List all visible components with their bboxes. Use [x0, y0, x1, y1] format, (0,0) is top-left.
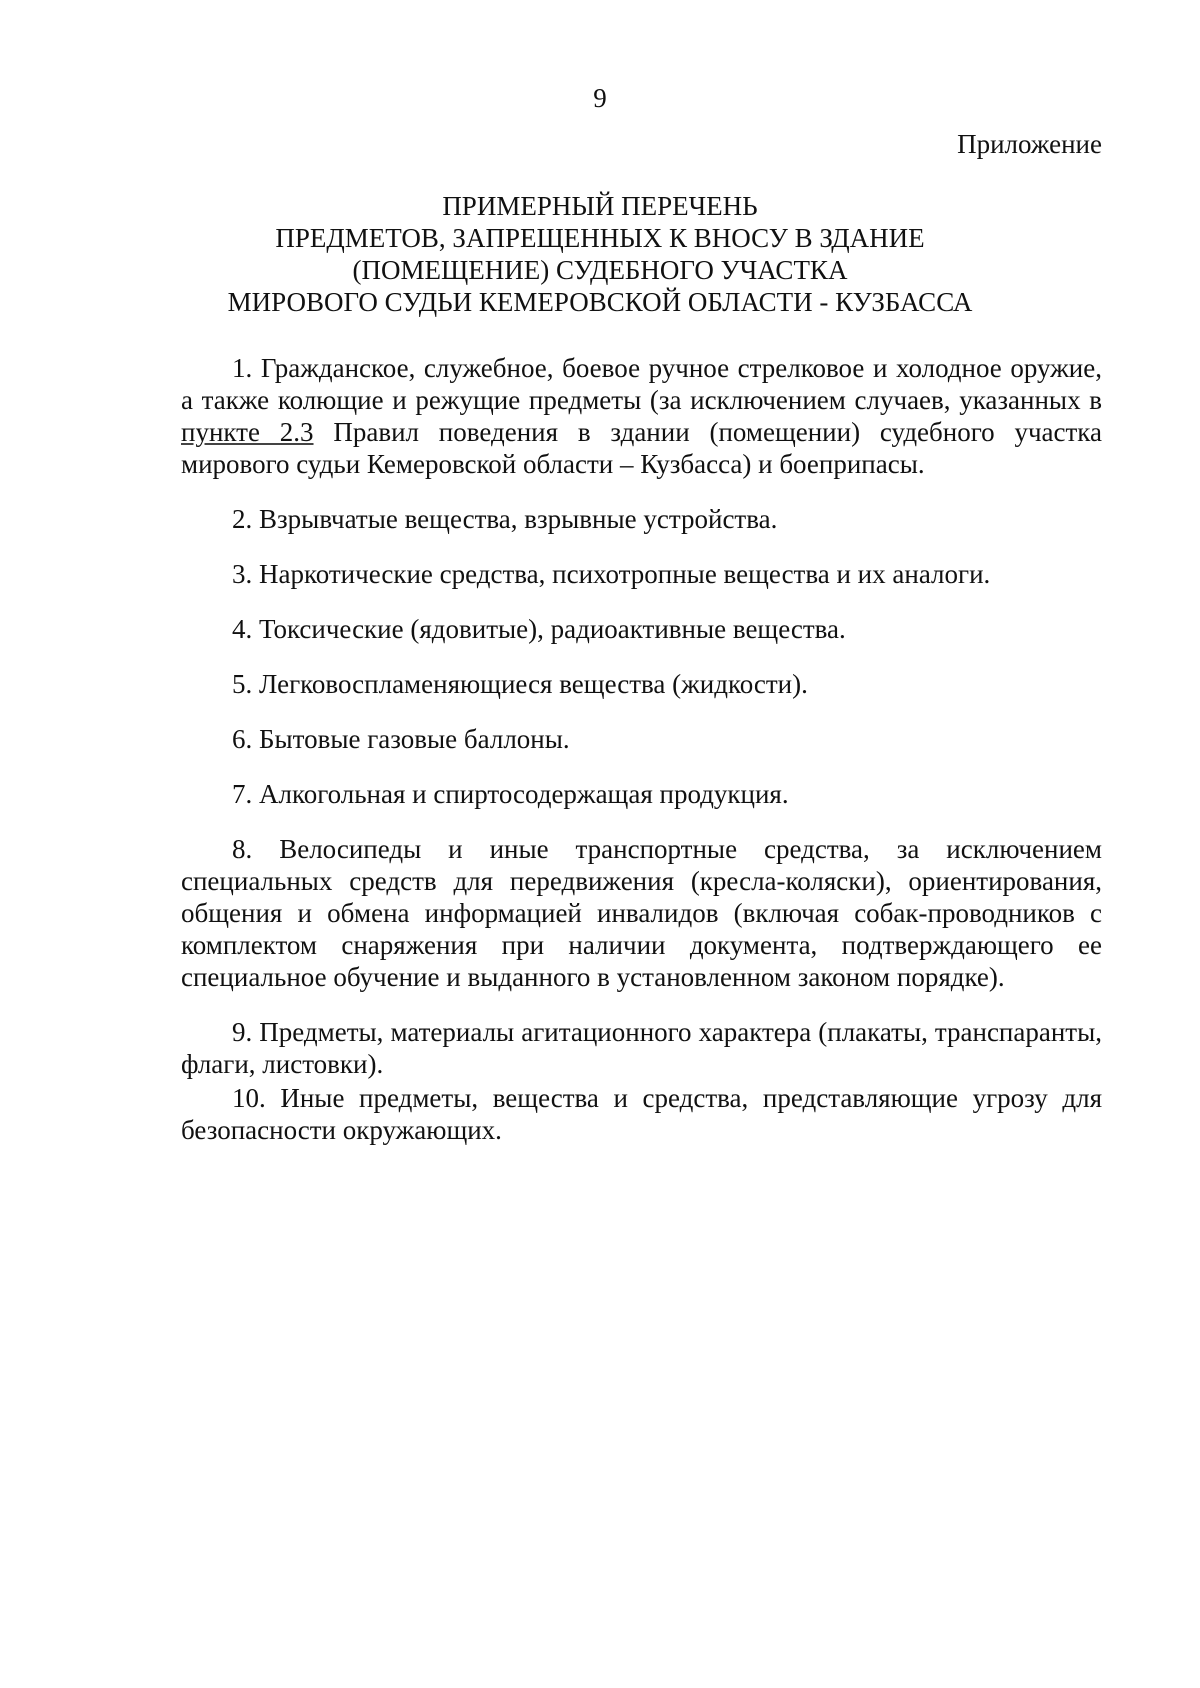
list-item-9: 9. Предметы, материалы агитационного характера (плакаты, транспаранты, флаги, листовки).	[181, 1017, 1102, 1079]
list-item-1	[181, 352, 1102, 480]
title-line: ПРЕДМЕТОВ, ЗАПРЕЩЕННЫХ К ВНОСУ В ЗДАНИЕ	[275, 223, 925, 253]
item-link-clause[interactable]: пункте 2.3	[181, 417, 314, 447]
list-item-4: 4. Токсические (ядовитые), радиоактивные вещества.	[232, 614, 846, 644]
item-text: 1. Гражданское, служебное, боевое ручное стрелковое и холодное оружие, а также колющие и режущие предметы (за исключением случаев, указанных в	[181, 353, 1102, 415]
item-text: Правил поведения в здании (помещении) судебного участка мирового судьи Кемеровской области – Кузбасса) и боеприпасы.	[181, 417, 1102, 479]
list-item-10: 10. Иные предметы, вещества и средства, представляющие угрозу для безопасности окружающих.	[181, 1083, 1102, 1145]
list-item-3: 3. Наркотические средства, психотропные вещества и их аналоги.	[232, 559, 991, 589]
title-line: ПРИМЕРНЫЙ ПЕРЕЧЕНЬ	[442, 191, 758, 221]
document-title	[0, 190, 1200, 318]
page-number: 9	[593, 83, 607, 113]
list-item-2: 2. Взрывчатые вещества, взрывные устройства.	[232, 504, 778, 534]
list-item-6: 6. Бытовые газовые баллоны.	[232, 724, 570, 754]
document-body	[181, 352, 1102, 1169]
list-item-5: 5. Легковоспламеняющиеся вещества (жидкости).	[232, 669, 808, 699]
appendix-label: Приложение	[957, 129, 1102, 159]
list-item-8: 8. Велосипеды и иные транспортные средства, за исключением специальных средств для передвижения (кресла-коляски), ориентирования, общения и обмена информацией инвалидов (включая собак-проводников с комплектом снаряжения при наличии документа, подтверждающего ее специальное обучение и выданного в установленном законом порядке).	[181, 834, 1102, 992]
title-line: (ПОМЕЩЕНИЕ) СУДЕБНОГО УЧАСТКА	[352, 255, 848, 285]
title-line: МИРОВОГО СУДЬИ КЕМЕРОВСКОЙ ОБЛАСТИ - КУЗБАССА	[227, 287, 973, 317]
list-item-7: 7. Алкогольная и спиртосодержащая продукция.	[232, 779, 789, 809]
